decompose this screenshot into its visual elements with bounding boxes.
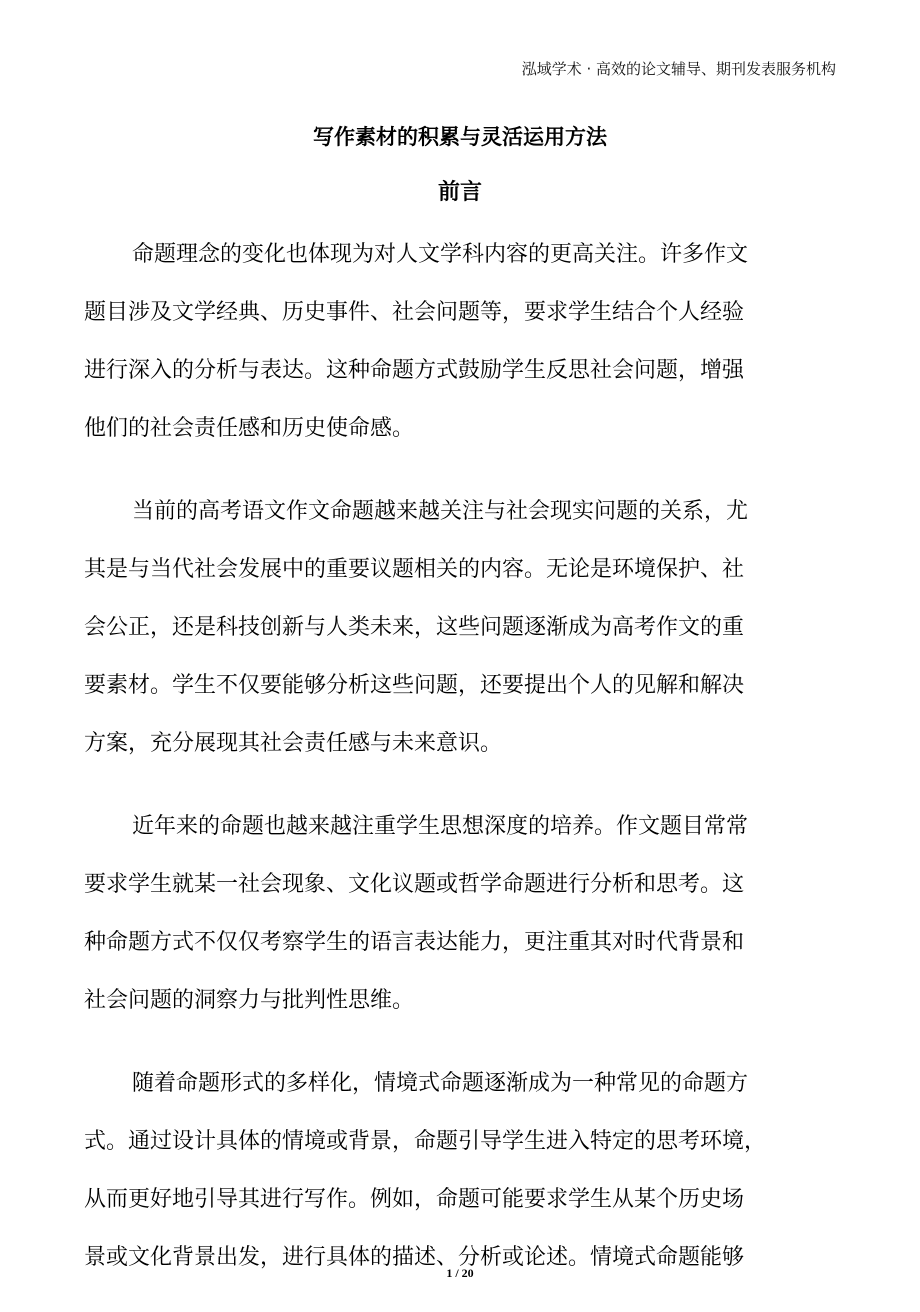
text-line: 题目涉及文学经典、历史事件、社会问题等，要求学生结合个人经验 xyxy=(84,300,745,325)
text-line: 其是与当代社会发展中的重要议题相关的内容。无论是环境保护、社 xyxy=(84,557,745,582)
text-line: 进行深入的分析与表达。这种命题方式鼓励学生反思社会问题，增强 xyxy=(84,358,745,383)
text-line: 社会问题的洞察力与批判性思维。 xyxy=(84,988,415,1013)
paragraph xyxy=(84,1055,836,1287)
page-number: 1 / 20 xyxy=(446,1266,474,1280)
paragraph xyxy=(84,483,836,773)
text-line: 种命题方式不仅仅考察学生的语言表达能力，更注重其对时代背景和 xyxy=(84,930,745,955)
text-line: 当前的高考语文作文命题越来越关注与社会现实问题的关系，尤 xyxy=(132,499,749,524)
text-line: 式。通过设计具体的情境或背景，命题引导学生进入特定的思考环境， xyxy=(84,1129,767,1154)
text-line: 他们的社会责任感和历史使命感。 xyxy=(84,416,415,441)
text-line: 要素材。学生不仅要能够分析这些问题，还要提出个人的见解和解决 xyxy=(84,673,745,698)
text-line: 近年来的命题也越来越注重学生思想深度的培养。作文题目常常 xyxy=(132,814,749,839)
section-title: 前言 xyxy=(437,180,482,205)
text-line: 要求学生就某一社会现象、文化议题或哲学命题进行分析和思考。这 xyxy=(84,872,745,897)
header-organization: 泓域学术 · 高效的论文辅导、期刊发表服务机构 xyxy=(521,60,836,78)
paragraph xyxy=(84,226,836,458)
text-line: 从而更好地引导其进行写作。例如，命题可能要求学生从某个历史场 xyxy=(84,1187,745,1212)
text-line: 随着命题形式的多样化，情境式命题逐渐成为一种常见的命题方 xyxy=(132,1071,749,1096)
document-title: 写作素材的积累与灵活运用方法 xyxy=(313,125,607,149)
paragraph xyxy=(84,798,836,1030)
text-line: 会公正，还是科技创新与人类未来，这些问题逐渐成为高考作文的重 xyxy=(84,615,745,640)
body-text xyxy=(84,226,836,1312)
text-line: 命题理念的变化也体现为对人文学科内容的更高关注。许多作文 xyxy=(132,242,749,267)
text-line: 方案，充分展现其社会责任感与未来意识。 xyxy=(84,731,503,756)
text-line: 景或文化背景出发，进行具体的描述、分析或论述。情境式命题能够 xyxy=(84,1245,745,1270)
